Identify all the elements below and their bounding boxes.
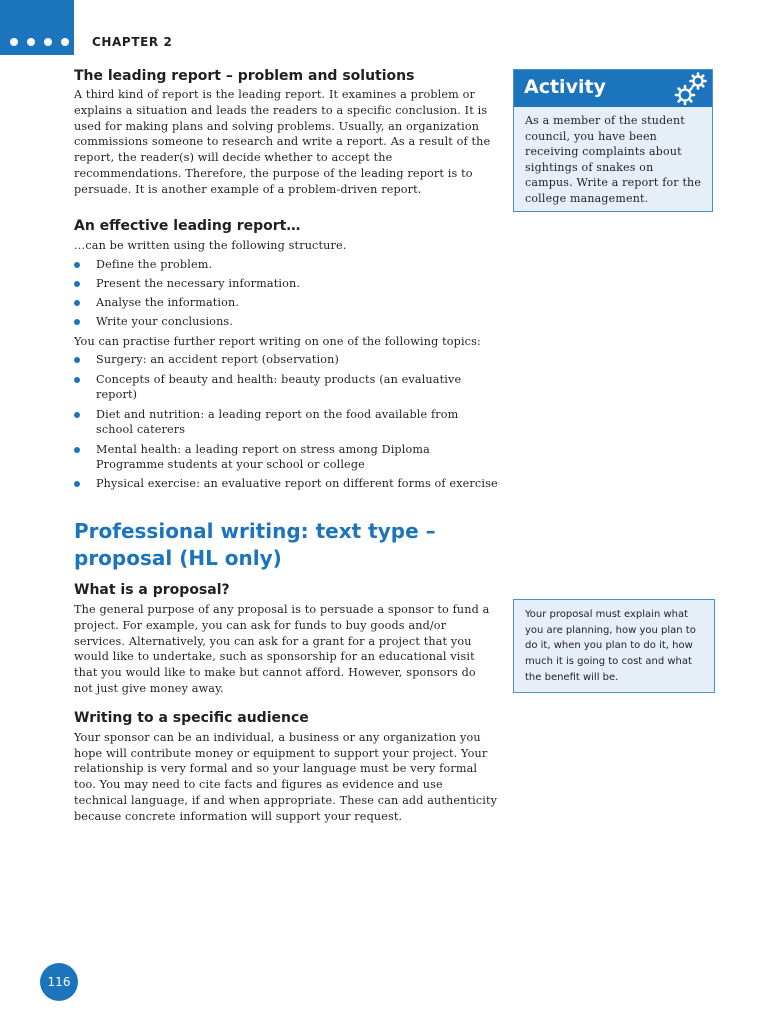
list-item-text: Define the problem. bbox=[96, 257, 213, 271]
activity-box bbox=[513, 69, 713, 212]
list-item bbox=[74, 372, 498, 404]
bullet-icon bbox=[74, 377, 80, 383]
leading-report-heading: The leading report – problem and solutions bbox=[74, 68, 415, 84]
leading-report-section bbox=[74, 67, 498, 198]
chapter-dots bbox=[10, 38, 69, 46]
effective-report-section bbox=[74, 217, 498, 496]
proposal-note-text: Your proposal must explain what you are planning, how you plan to do it, when you plan to do it, how much it is going to cost and what the benefit will be. bbox=[525, 609, 696, 683]
proposal-section bbox=[74, 518, 504, 825]
list-item-text: Physical exercise: an evaluative report on different forms of exercise bbox=[96, 477, 498, 491]
list-item-text: Write your conclusions. bbox=[96, 315, 234, 329]
dot bbox=[10, 38, 18, 46]
bullet-icon bbox=[74, 412, 80, 418]
activity-text: As a member of the student council, you have been receiving complaints about sightings of snakes on campus. Write a report for the college management. bbox=[525, 114, 702, 205]
bullet-icon bbox=[74, 262, 80, 268]
dot bbox=[44, 38, 52, 46]
practice-intro: You can practise further report writing on one of the following topics: bbox=[74, 334, 481, 348]
list-item-text: Concepts of beauty and health: beauty products (an evaluative report) bbox=[96, 372, 462, 402]
proposal-title: Professional writing: text type – proposal (HL only) bbox=[74, 519, 436, 570]
chapter-tab bbox=[0, 0, 74, 55]
bullet-icon bbox=[74, 300, 80, 306]
page-number: 116 bbox=[40, 963, 78, 1001]
list-item-text: Present the necessary information. bbox=[96, 276, 301, 290]
chapter-label: CHAPTER 2 bbox=[92, 35, 173, 49]
specific-audience-paragraph: Your sponsor can be an individual, a business or any organization you hope will contribute money or equipment to support your project. Your relationship is very formal and so your language must be very formal too. You may need to cite facts and figures as evidence and use technical language, if and when appropriate. These can add authenticity because concrete information will support your request. bbox=[74, 730, 498, 823]
what-is-proposal-heading: What is a proposal? bbox=[74, 582, 230, 598]
dot bbox=[27, 38, 35, 46]
list-item bbox=[74, 476, 498, 492]
list-item bbox=[74, 442, 498, 474]
leading-report-paragraph: A third kind of report is the leading report. It examines a problem or explains a situation and leads the readers to a specific conclusion. It is used for making plans and solving problems. Usually, an organization commissions someone to research and write a report. As a result of the report, the reader(s) will decide whether to accept the recommendations. Therefore, the purpose of the leading report is to persuade. It is another example of a problem-driven report. bbox=[74, 88, 491, 196]
structure-list bbox=[74, 257, 498, 330]
effective-report-heading: An effective leading report… bbox=[74, 218, 301, 234]
topics-list bbox=[74, 352, 498, 492]
what-is-proposal-paragraph: The general purpose of any proposal is to persuade a sponsor to fund a project. For example, you can ask for funds to buy goods and/or services. Alternatively, you can ask for a grant for a project that you would like to undertake, such as sponsorship for an educational visit that you would like to make but cannot afford. However, sponsors do not just give money away. bbox=[74, 603, 490, 695]
activity-header bbox=[514, 70, 712, 107]
activity-title: Activity bbox=[524, 76, 606, 98]
proposal-note-box bbox=[513, 599, 715, 693]
bullet-icon bbox=[74, 447, 80, 453]
list-item bbox=[74, 276, 498, 292]
list-item-text: Surgery: an accident report (observation) bbox=[96, 353, 339, 367]
list-item bbox=[74, 352, 498, 368]
effective-report-intro: …can be written using the following structure. bbox=[74, 239, 347, 252]
bullet-icon bbox=[74, 481, 80, 487]
list-item bbox=[74, 407, 498, 439]
list-item bbox=[74, 314, 498, 330]
list-item-text: Analyse the information. bbox=[96, 296, 240, 310]
bullet-icon bbox=[74, 357, 80, 363]
list-item bbox=[74, 257, 498, 273]
bullet-icon bbox=[74, 281, 80, 287]
gears-icon bbox=[674, 71, 710, 111]
list-item-text: Mental health: a leading report on stress among Diploma Programme students at your school or college bbox=[96, 442, 430, 472]
bullet-icon bbox=[74, 319, 80, 325]
list-item-text: Diet and nutrition: a leading report on the food available from school caterers bbox=[96, 407, 459, 437]
dot bbox=[61, 38, 69, 46]
specific-audience-heading: Writing to a specific audience bbox=[74, 709, 309, 726]
list-item bbox=[74, 295, 498, 311]
